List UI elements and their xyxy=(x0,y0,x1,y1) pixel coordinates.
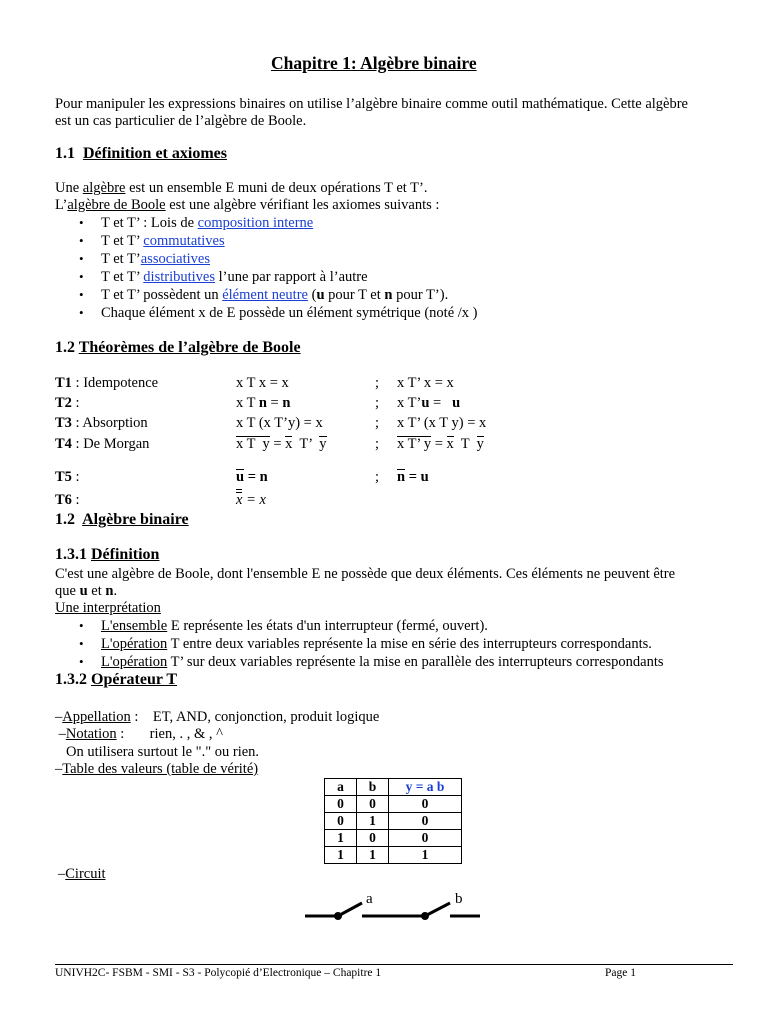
t5-sep: ; xyxy=(375,469,380,485)
t4-eq2: x T’ y = x T y xyxy=(397,436,484,452)
t4-eq1: x T y = x T’ y xyxy=(236,436,327,452)
table-row xyxy=(325,813,462,830)
t1-label: T1 : Idempotence xyxy=(55,375,159,391)
link-algebre[interactable]: algèbre xyxy=(82,180,126,196)
section-algebre-binaire-heading: 1.2 Algèbre binaire xyxy=(55,511,189,528)
list-item: • T et T’ distributives l’une par rapport à l’autre xyxy=(55,268,477,286)
t3-eq1: x T (x T’y) = x xyxy=(236,415,323,431)
t5-eq1: u = n xyxy=(236,469,268,485)
link-algebre-boole[interactable]: algèbre de Boole xyxy=(67,197,166,213)
footer-left: UNIVH2C- FSBM - SMI - S3 - Polycopié d’Electronique – Chapitre 1 xyxy=(55,967,382,979)
t5-eq2: n = u xyxy=(397,469,429,485)
notation-line-2: On utilisera surtout le "." ou rien. xyxy=(66,744,260,760)
t1-sep: ; xyxy=(375,375,380,391)
switch-b-label: b xyxy=(455,891,463,907)
cell: 0 xyxy=(389,813,462,830)
intro-line-2: est un cas particulier de l’algèbre de Boole. xyxy=(55,113,307,129)
link-associatives[interactable]: associatives xyxy=(140,251,210,267)
cell: 1 xyxy=(357,847,389,864)
s11-line-2: L’algèbre de Boole est une algèbre vérifiant les axiomes suivants : xyxy=(55,197,440,213)
switch-a-label: a xyxy=(366,891,373,907)
circuit-label: –Circuit xyxy=(58,866,106,882)
s11-line-1: Une algèbre est un ensemble E muni de deux opérations T et T’. xyxy=(55,180,428,196)
section-1-2-heading: 1.2 Théorèmes de l’algèbre de Boole xyxy=(55,339,301,356)
section-1-1-heading: 1.1 Définition et axiomes xyxy=(55,145,227,162)
truth-table xyxy=(324,778,462,864)
list-item: • Chaque élément x de E possède un élément symétrique (noté /x ) xyxy=(55,304,477,322)
cell: 0 xyxy=(357,830,389,847)
cell: 1 xyxy=(325,830,357,847)
list-item: • L'opération T’ sur deux variables représente la mise en parallèle des interrupteurs correspondants xyxy=(55,653,664,671)
table-label: –Table des valeurs (table de vérité) xyxy=(55,761,259,777)
t1-eq1: x T x = x xyxy=(236,375,289,391)
switch-circuit-diagram xyxy=(300,885,490,930)
cell: 0 xyxy=(389,830,462,847)
section-1-3-2-heading: 1.3.2 Opérateur T xyxy=(55,671,178,688)
cell: 1 xyxy=(325,847,357,864)
list-item: • T et T’ possèdent un élément neutre (u pour T et n pour T’). xyxy=(55,286,477,304)
t2-eq1: x T n = n xyxy=(236,395,291,411)
footer-divider xyxy=(55,964,733,965)
interpretation-list xyxy=(55,617,664,671)
header-b: b xyxy=(357,779,389,796)
cell: 0 xyxy=(389,796,462,813)
intro-line-1: Pour manipuler les expressions binaires on utilise l’algèbre binaire comme outil mathématique. Cette algèbre xyxy=(55,96,688,112)
t3-label: T3 : Absorption xyxy=(55,415,148,431)
list-item: • T et T’ : Lois de composition interne xyxy=(55,214,477,232)
chapter-label: Chapitre 1 xyxy=(271,53,351,73)
t6-label: T6 : xyxy=(55,492,80,508)
table-row xyxy=(325,847,462,864)
cell: 1 xyxy=(389,847,462,864)
cell: 0 xyxy=(325,813,357,830)
s131-line-2: que u et n. xyxy=(55,583,118,599)
section-1-3-1-heading: 1.3.1 Définition xyxy=(55,546,160,563)
cell: 1 xyxy=(357,813,389,830)
t4-label: T4 : De Morgan xyxy=(55,436,150,452)
link-distributives[interactable]: distributives xyxy=(143,269,215,285)
t1-eq2: x T’ x = x xyxy=(397,375,454,391)
cell: 0 xyxy=(325,796,357,813)
list-item: • T et T’ commutatives xyxy=(55,232,477,250)
t3-sep: ; xyxy=(375,415,380,431)
t3-eq2: x T’ (x T y) = x xyxy=(397,415,487,431)
link-composition-interne[interactable]: composition interne xyxy=(197,215,314,231)
header-y: y = a b xyxy=(389,779,462,796)
cell: 0 xyxy=(357,796,389,813)
table-row xyxy=(325,796,462,813)
interpretation-label: Une interprétation xyxy=(55,600,161,616)
list-item: • T et T’associatives xyxy=(55,250,477,268)
table-header-row xyxy=(325,779,462,796)
footer-page: Page 1 xyxy=(605,967,636,979)
theorems-block xyxy=(55,375,575,515)
page-title xyxy=(271,53,477,74)
link-element-neutre[interactable]: élément neutre xyxy=(222,287,308,303)
header-a: a xyxy=(325,779,357,796)
t5-label: T5 : xyxy=(55,469,80,485)
chapter-title: : Algèbre binaire xyxy=(350,53,477,73)
notation-line: –Notation : rien, . , & , ^ xyxy=(55,726,223,742)
appellation-line: –Appellation : ET, AND, conjonction, produit logique xyxy=(55,709,380,725)
axioms-list xyxy=(55,214,477,322)
t6-eq: x = x xyxy=(236,492,266,508)
t2-label: T2 : xyxy=(55,395,80,411)
t2-eq2: x T’u = u xyxy=(397,395,461,411)
t4-sep: ; xyxy=(375,436,380,452)
table-row xyxy=(325,830,462,847)
list-item: • L'ensemble E représente les états d'un interrupteur (fermé, ouvert). xyxy=(55,617,664,635)
t2-sep: ; xyxy=(375,395,380,411)
s131-line-1: C'est une algèbre de Boole, dont l'ensemble E ne possède que deux éléments. Ces éléments ne peuvent être xyxy=(55,566,676,582)
link-commutatives[interactable]: commutatives xyxy=(143,233,225,249)
list-item: • L'opération T entre deux variables représente la mise en série des interrupteurs correspondants. xyxy=(55,635,664,653)
